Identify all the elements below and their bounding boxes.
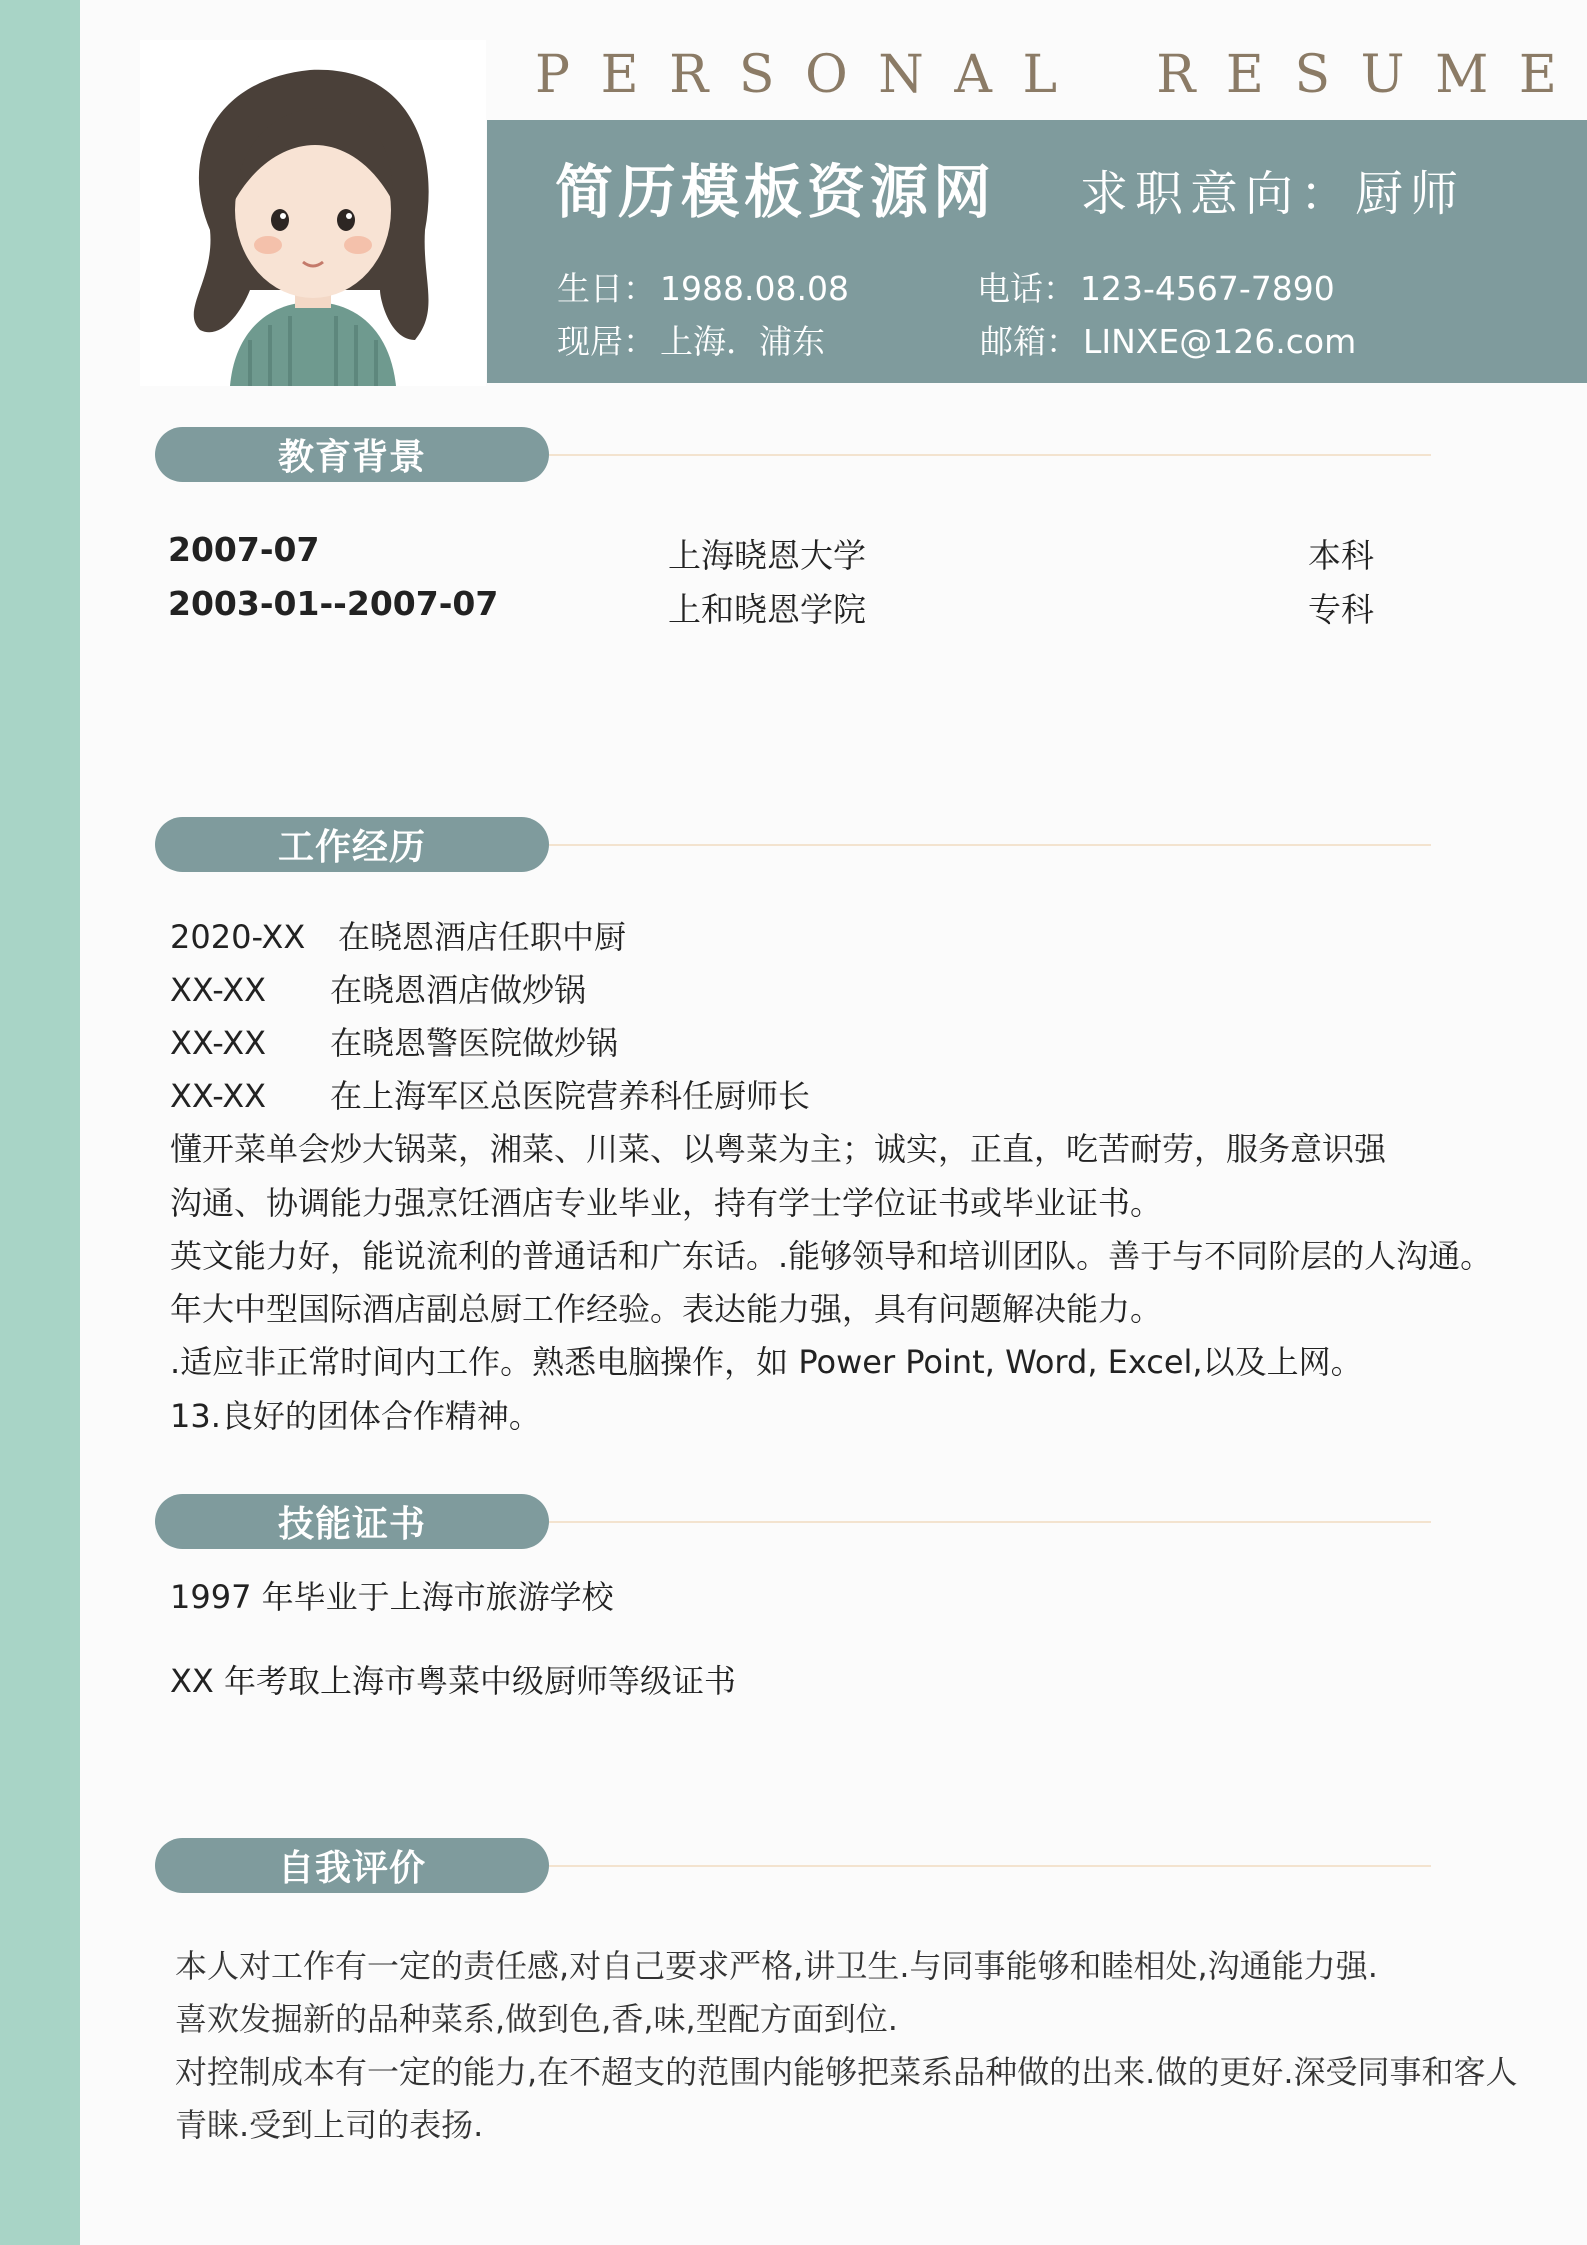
title-letter: U <box>1360 45 1405 105</box>
education-row <box>168 584 1418 634</box>
job-date: XX-XX <box>170 1024 267 1062</box>
work-detail: 年大中型国际酒店副总厨工作经验。表达能力强，具有问题解决能力。 <box>170 1290 1163 1328</box>
job-desc: 在上海军区总医院营养科任厨师长 <box>330 1077 811 1115</box>
title-letter: R <box>1156 45 1196 105</box>
job-entry <box>170 965 586 1011</box>
education-degree: 专科 <box>1308 590 1374 629</box>
self-eval-line: 对控制成本有一定的能力,在不超支的范围内能够把菜系品种做的出来.做的更好.深受同事和客人 <box>175 2053 1518 2091</box>
left-accent-bar <box>0 0 80 2245</box>
education-row <box>168 530 1418 580</box>
education-date: 2007-07 <box>168 530 320 569</box>
job-entry <box>170 1018 618 1064</box>
section-divider <box>549 1865 1431 1867</box>
education-degree: 本科 <box>1308 536 1374 575</box>
candidate-name: 简历模板资源网 <box>555 158 997 226</box>
title-letter: N <box>878 45 924 105</box>
job-date: XX-XX <box>170 971 267 1009</box>
phone-info <box>977 263 1335 310</box>
title-letter: A <box>954 45 992 105</box>
email-label: 邮箱： <box>980 322 1079 361</box>
personal-resume-title <box>535 40 1587 110</box>
title-letter: S <box>738 45 775 105</box>
education-school: 上和晓恩学院 <box>668 590 866 629</box>
education-date: 2003-01--2007-07 <box>168 584 499 623</box>
title-letter: P <box>535 45 570 105</box>
birthday-label: 生日： <box>557 269 656 308</box>
email-info <box>980 316 1356 363</box>
title-letter: E <box>600 45 639 105</box>
section-heading-work: 工作经历 <box>155 817 549 872</box>
birthday-value: 1988.08.08 <box>660 269 849 308</box>
skill-item: XX 年考取上海市粤菜中级厨师等级证书 <box>170 1662 737 1700</box>
job-date: XX-XX <box>170 1077 267 1115</box>
email-value: LINXE@126.com <box>1083 322 1357 361</box>
education-school: 上海晓恩大学 <box>668 536 866 575</box>
self-eval-line: 本人对工作有一定的责任感,对自己要求严格,讲卫生.与同事能够和睦相处,沟通能力强. <box>175 1947 1378 1985</box>
job-entry <box>170 1071 810 1117</box>
work-detail: .适应非正常时间内工作。熟悉电脑操作，如 Power Point, Word, Excel,以及上网。 <box>170 1343 1363 1381</box>
job-entry <box>170 912 626 958</box>
work-detail: 懂开菜单会炒大锅菜，湘菜、川菜、以粤菜为主；诚实，正直，吃苦耐劳，服务意识强 <box>170 1130 1387 1168</box>
section-heading-self-eval: 自我评价 <box>155 1838 549 1893</box>
job-desc: 在晓恩酒店做炒锅 <box>330 971 587 1009</box>
work-detail: 英文能力好，能说流利的普通话和广东话。.能够领导和培训团队。善于与不同阶层的人沟通。 <box>170 1237 1493 1275</box>
avatar-illustration <box>140 40 486 386</box>
section-divider <box>549 844 1431 846</box>
job-desc: 在晓恩警医院做炒锅 <box>330 1024 619 1062</box>
section-divider <box>549 454 1431 456</box>
title-letter: O <box>805 45 848 105</box>
residence-label: 现居： <box>557 322 656 361</box>
birthday-info <box>557 263 849 310</box>
job-date: 2020-XX <box>170 918 306 956</box>
work-detail: 13.良好的团体合作精神。 <box>170 1397 541 1435</box>
title-letter: M <box>1435 45 1489 105</box>
title-letter: E <box>1518 45 1557 105</box>
residence-value: 上海．浦东 <box>660 322 825 361</box>
job-intention: 求职意向：厨师 <box>1080 166 1466 222</box>
self-eval-line: 喜欢发掘新的品种菜系,做到色,香,味,型配方面到位. <box>175 2000 898 2038</box>
skill-item: 1997 年毕业于上海市旅游学校 <box>170 1578 614 1616</box>
title-letter: S <box>1294 45 1331 105</box>
section-heading-skills: 技能证书 <box>155 1494 549 1549</box>
section-heading-education: 教育背景 <box>155 427 549 482</box>
avatar-photo <box>140 40 486 386</box>
title-letter: R <box>669 45 709 105</box>
phone-value: 123-4567-7890 <box>1080 269 1335 308</box>
title-letter: E <box>1225 45 1264 105</box>
residence-info <box>557 316 825 363</box>
section-divider <box>549 1521 1431 1523</box>
title-letter: L <box>1022 45 1058 105</box>
job-desc: 在晓恩酒店任职中厨 <box>338 918 627 956</box>
work-detail: 沟通、协调能力强烹饪酒店专业毕业，持有学士学位证书或毕业证书。 <box>170 1184 1163 1222</box>
self-eval-line: 青睐.受到上司的表扬. <box>175 2106 484 2144</box>
phone-label: 电话： <box>977 269 1076 308</box>
